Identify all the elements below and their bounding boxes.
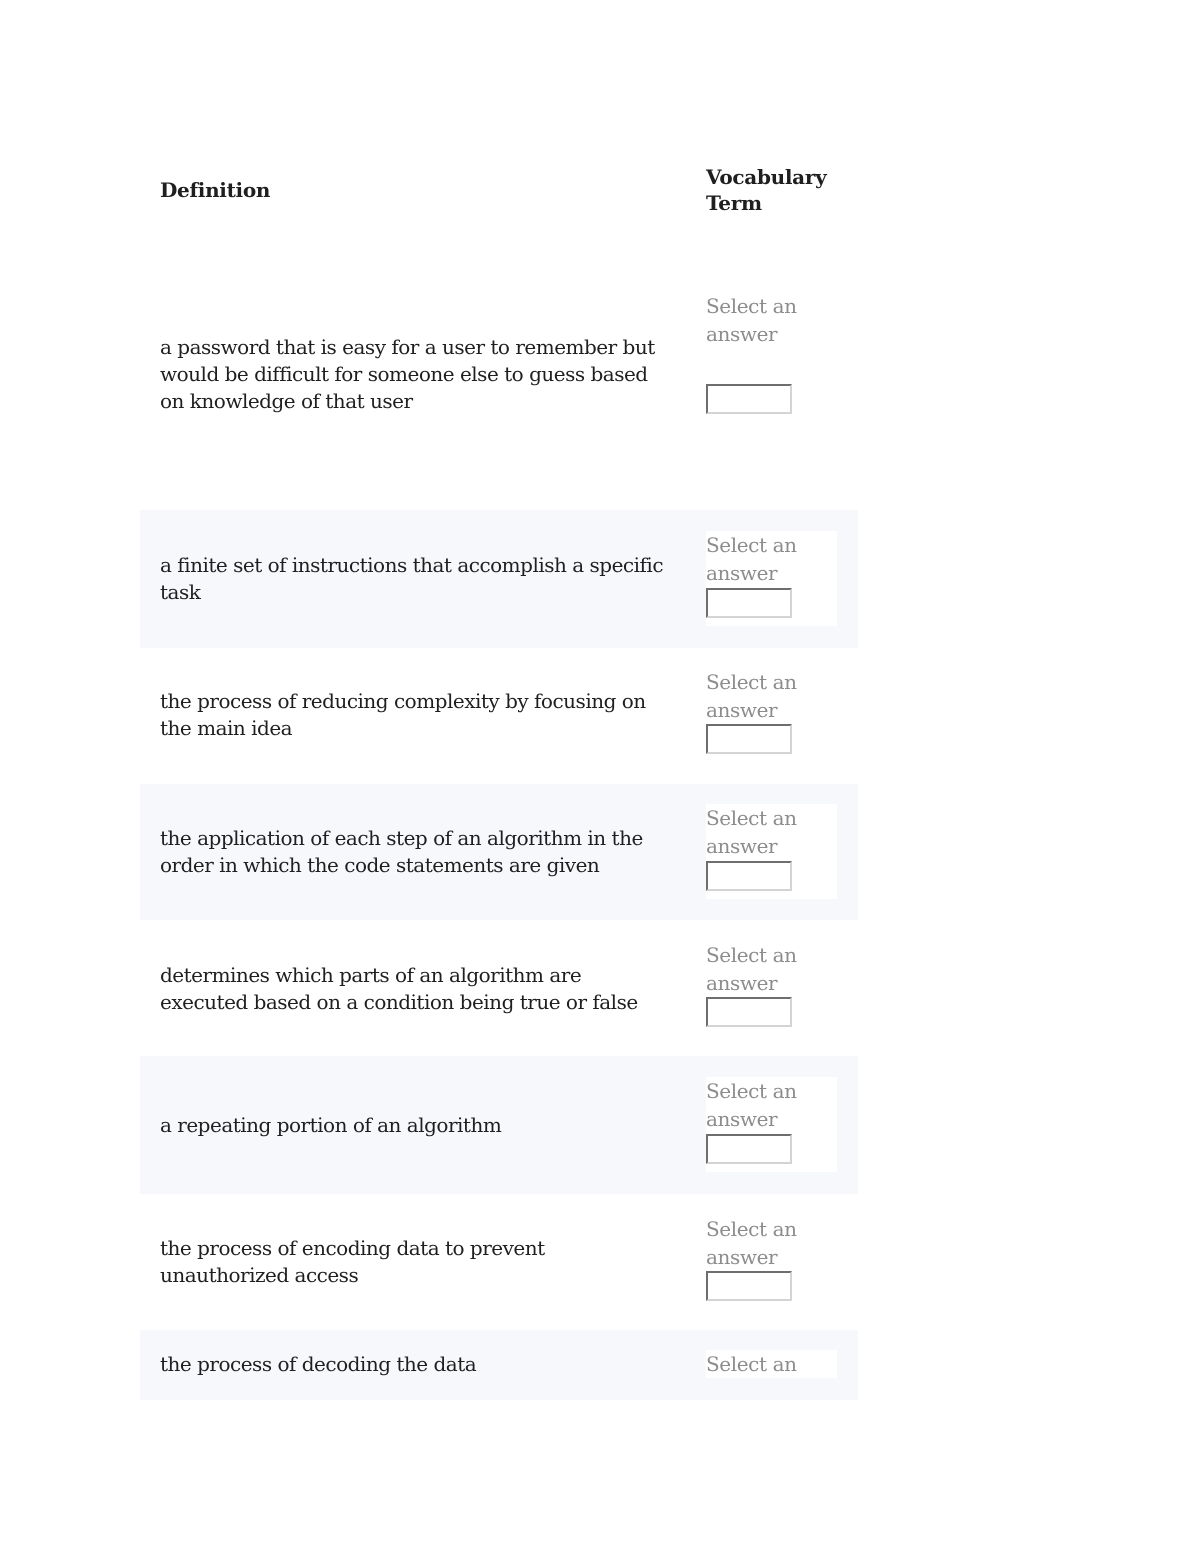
definition-text: a repeating portion of an algorithm — [160, 1113, 502, 1137]
definition-text: the process of encoding data to prevent unauthorized access — [160, 1236, 545, 1287]
answer-input[interactable] — [706, 588, 792, 618]
table-row — [140, 1330, 858, 1400]
table-row — [140, 784, 858, 920]
table-header — [140, 150, 858, 230]
answer-cell — [706, 1350, 837, 1378]
answer-cell — [706, 1077, 837, 1172]
answer-placeholder: Select an answer — [706, 1079, 797, 1131]
definition-text: the process of decoding the data — [160, 1352, 477, 1376]
answer-placeholder: Select an answer — [706, 943, 797, 995]
vocabulary-table — [140, 150, 858, 1376]
definition-text: determines which parts of an algorithm are executed based on a condition being true or false — [160, 963, 638, 1014]
answer-input[interactable] — [706, 724, 792, 754]
answer-placeholder: Select an answer — [706, 533, 797, 585]
answer-cell — [706, 668, 837, 763]
table-row — [140, 270, 858, 510]
answer-placeholder: Select an answer — [706, 806, 797, 858]
table-row — [140, 1194, 858, 1330]
vocabulary-term-column-header: Vocabulary Term — [706, 165, 827, 215]
table-row — [140, 1056, 858, 1194]
answer-input[interactable] — [706, 861, 792, 891]
answer-placeholder: Select an answer — [706, 670, 797, 722]
table-row — [140, 648, 858, 784]
answer-cell — [706, 804, 837, 899]
table-row — [140, 920, 858, 1056]
definition-text: a password that is easy for a user to remember but would be difficult for someone else to guess based on knowledge of that user — [160, 335, 655, 413]
answer-placeholder: Select an answer — [706, 1217, 797, 1269]
definition-text: a finite set of instructions that accomplish a specific task — [160, 553, 664, 604]
definition-text: the process of reducing complexity by focusing on the main idea — [160, 689, 646, 740]
answer-input[interactable] — [706, 1271, 792, 1301]
definition-column-header: Definition — [160, 178, 271, 202]
answer-input[interactable] — [706, 1134, 792, 1164]
answer-input[interactable] — [706, 997, 792, 1027]
answer-cell — [706, 292, 837, 412]
answer-cell — [706, 941, 837, 1036]
answer-cell — [706, 1215, 837, 1310]
table-row — [140, 510, 858, 648]
answer-placeholder: Select an — [706, 1352, 797, 1376]
answer-input[interactable] — [706, 384, 792, 414]
answer-cell — [706, 531, 837, 626]
definition-text: the application of each step of an algorithm in the order in which the code statements are given — [160, 826, 643, 877]
answer-placeholder: Select an answer — [706, 294, 797, 346]
